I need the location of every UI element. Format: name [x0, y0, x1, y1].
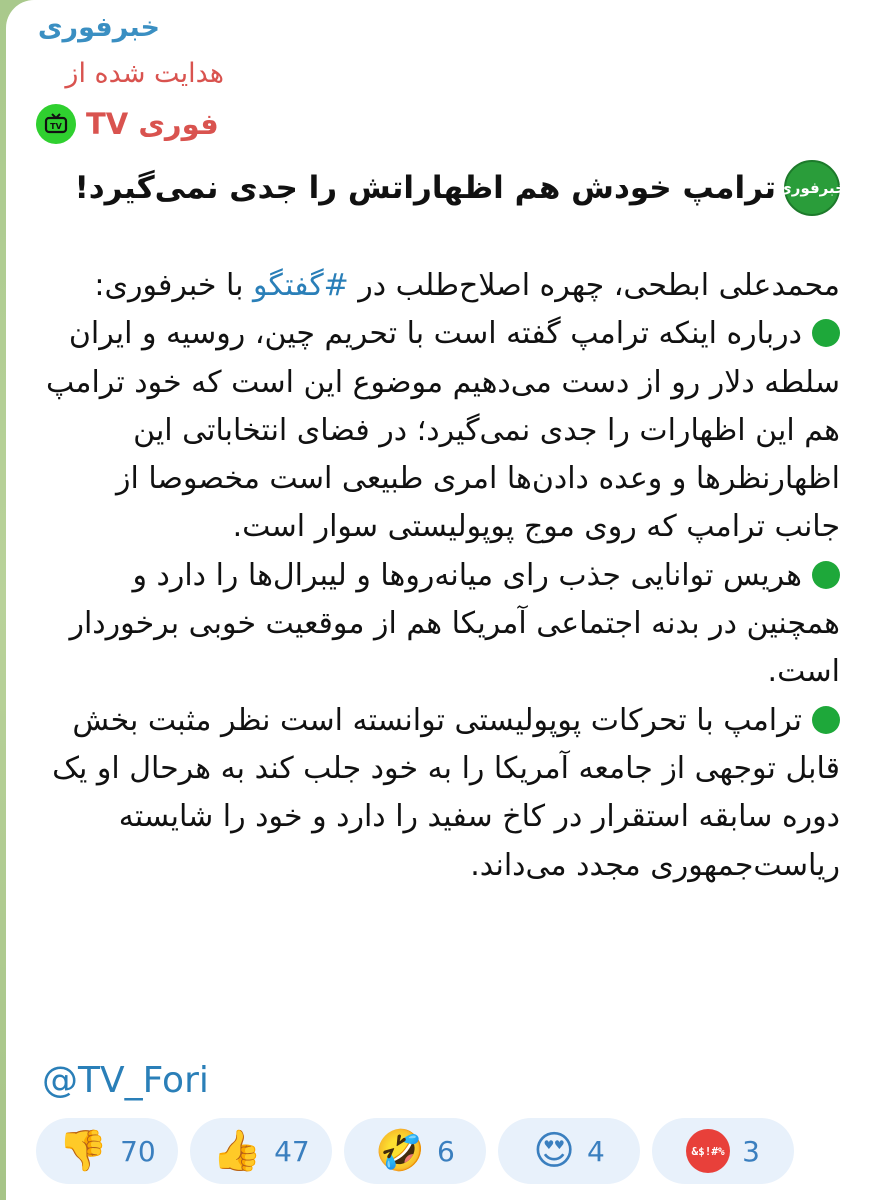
- forward-source[interactable]: [36, 104, 219, 144]
- swearing-face-icon: &$!#%: [686, 1129, 730, 1173]
- reaction-count: 4: [586, 1134, 605, 1168]
- bullet-item: [42, 552, 840, 697]
- message-body: [42, 262, 840, 890]
- headline-text: ترامپ خودش هم اظهاراتش را جدی نمی‌گیرد!: [74, 170, 776, 206]
- rofl-icon: 🤣: [375, 1128, 425, 1174]
- green-circle-icon: [812, 561, 840, 589]
- reaction-rofl[interactable]: [344, 1118, 486, 1184]
- hashtag-link[interactable]: #گفتگو: [253, 268, 349, 303]
- bullet-item: [42, 697, 840, 890]
- channel-logo-badge: خبرفوری: [784, 160, 840, 216]
- headline: [74, 160, 846, 216]
- reaction-thumbs-up[interactable]: [190, 1118, 332, 1184]
- tv-icon: [36, 104, 76, 144]
- bullet-text: هریس توانایی جذب رای میانه‌روها و لیبرال‌ها را دارد و همچنین در بدنه اجتماعی آمریکا هم از موقعیت خوبی برخوردار است.: [69, 557, 840, 690]
- reaction-swearing[interactable]: [652, 1118, 794, 1184]
- forwarded-from-label: هدایت شده از: [65, 58, 224, 89]
- reaction-count: 47: [274, 1134, 310, 1168]
- green-circle-icon: [812, 319, 840, 347]
- intro-prefix: محمدعلی ابطحی، چهره اصلاح‌طلب در: [348, 268, 840, 303]
- channel-handle-link[interactable]: @TV_Fori: [42, 1060, 209, 1101]
- forward-source-name: فوری TV: [86, 107, 219, 141]
- reaction-count: 3: [742, 1134, 760, 1168]
- svg-text:TV: TV: [50, 122, 62, 131]
- reaction-heart-eyes[interactable]: [498, 1118, 640, 1184]
- thumbs-up-icon: 👍: [212, 1128, 263, 1174]
- bullet-text: ترامپ با تحرکات پوپولیستی توانسته است نظر مثبت بخش قابل توجهی از جامعه آمریکا را به خود جلب کند به هرحال او یک دوره سابقه استقرار در کاخ سفید را دارد و خود را شایسته ریاست‌جمهوری مجدد می‌داند.: [52, 702, 840, 883]
- intro-paragraph: [42, 262, 840, 310]
- reaction-thumbs-down[interactable]: [36, 1118, 178, 1184]
- reaction-count: 6: [436, 1134, 455, 1168]
- bullet-item: [42, 310, 840, 551]
- reactions-bar: [36, 1118, 794, 1184]
- heart-eyes-icon: 😍: [533, 1128, 575, 1174]
- message-bubble: [6, 0, 880, 1200]
- reaction-count: 70: [120, 1134, 156, 1168]
- intro-suffix: با خبرفوری:: [94, 268, 254, 303]
- channel-name[interactable]: خبرفوری: [37, 12, 160, 43]
- green-circle-icon: [812, 706, 840, 734]
- bullet-text: درباره اینکه ترامپ گفته است با تحریم چین، روسیه و ایران سلطه دلار رو از دست می‌دهیم موضوع این است که خود ترامپ هم این اظهارات را جدی نمی‌گیرد؛ در فضای انتخاباتی این اظهارنظرها و وعده دادن‌ها امری طبیعی است مخصوصا از جانب ترامپ که روی موج پوپولیستی سوار است.: [45, 316, 840, 545]
- thumbs-down-icon: 👎: [58, 1128, 109, 1174]
